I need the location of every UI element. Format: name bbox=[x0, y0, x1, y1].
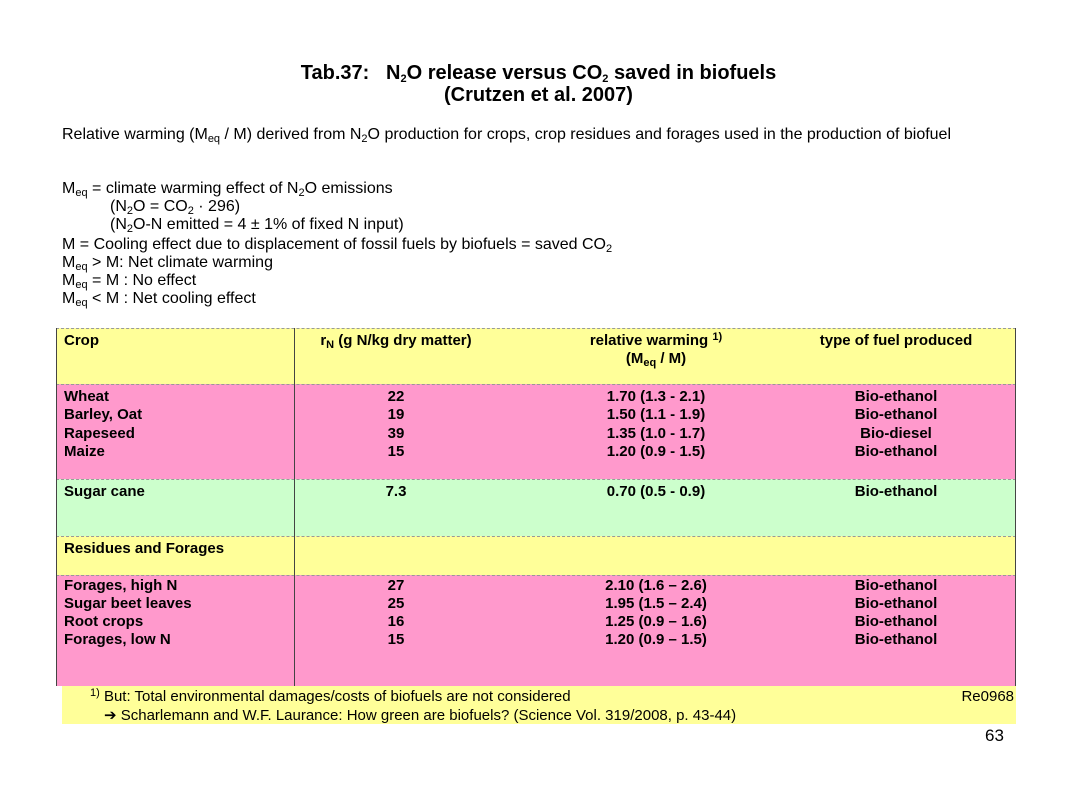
cell-crop: Wheat bbox=[64, 388, 109, 405]
definition-meq: $M_{eq}$ = climate warming effect of $N_2O$ emissions bbox=[62, 180, 393, 199]
definition-no-effect: $M_{eq} = M$ : No effect bbox=[62, 272, 197, 291]
cell-fuel: Bio-ethanol bbox=[854, 388, 938, 405]
definition-n2o-co2: $(N_2O = CO_2 \cdot 296)$ bbox=[110, 198, 241, 217]
header-fuel-type: type of fuel produced bbox=[819, 332, 973, 349]
cell-crop: Root crops bbox=[64, 613, 144, 630]
page-title: Tab.37: $N_2O$ release versus $CO_2$ saved in biofuels bbox=[300, 62, 777, 85]
column-divider bbox=[56, 328, 57, 686]
cell-fuel: Bio-ethanol bbox=[854, 595, 938, 612]
footnote-ref: Re0968 bbox=[961, 688, 1014, 705]
row-divider bbox=[56, 328, 1016, 329]
definition-m: M = Cooling effect due to displacement of fossil fuels by biofuels = saved $CO_2$ bbox=[62, 236, 613, 255]
cell-rn: 25 bbox=[387, 595, 405, 612]
cell-rn: 27 bbox=[387, 577, 405, 594]
section-label: Residues and Forages bbox=[64, 540, 225, 557]
cell-rn: 16 bbox=[387, 613, 405, 630]
data-table bbox=[56, 328, 1016, 686]
cell-crop: Sugar cane bbox=[64, 483, 145, 500]
row-divider bbox=[56, 384, 1016, 385]
definition-n2o-n: ($N_2O-N$ emitted = 4 ± 1% of fixed N input) bbox=[110, 216, 404, 235]
cell-fuel: Bio-ethanol bbox=[854, 443, 938, 460]
cell-fuel: Bio-diesel bbox=[860, 425, 932, 442]
cell-crop: Maize bbox=[64, 443, 105, 460]
cell-rn: 15 bbox=[387, 631, 405, 648]
intro-paragraph: Relative warming $(M_{eq} / M)$ derived from $N_2O$ production for crops, crop residues and forages used in the production of biofuel bbox=[62, 126, 952, 145]
arrow-icon: ➔ bbox=[104, 707, 117, 724]
page-number: 63 bbox=[985, 726, 1004, 745]
cell-relative-warming: 1.70 (1.3 - 2.1) bbox=[606, 388, 706, 405]
cell-rn: 22 bbox=[387, 388, 405, 405]
column-divider bbox=[294, 328, 295, 686]
cell-crop: Forages, high N bbox=[64, 577, 178, 594]
cell-crop: Barley, Oat bbox=[64, 406, 143, 423]
cell-relative-warming: 0.70 (0.5 - 0.9) bbox=[606, 483, 706, 500]
definition-warming: $M_{eq} > M$: Net climate warming bbox=[62, 254, 273, 273]
page-subtitle: (Crutzen et al. 2007) bbox=[444, 84, 633, 106]
cell-rn: 19 bbox=[387, 406, 405, 423]
definition-cooling: $M_{eq} < M$ : Net cooling effect bbox=[62, 290, 256, 309]
header-relative-warming: relative warming $^{1)}$ $(M_{eq} / M)$ bbox=[589, 331, 723, 369]
cell-rn: 15 bbox=[387, 443, 405, 460]
cell-rn: 7.3 bbox=[385, 483, 407, 500]
cell-relative-warming: 1.25 (0.9 – 1.6) bbox=[605, 613, 707, 630]
header-rn: $r_N$ (g N/kg dry matter) bbox=[320, 332, 472, 351]
cell-relative-warming: 2.10 (1.6 – 2.6) bbox=[605, 577, 707, 594]
cell-crop: Sugar beet leaves bbox=[64, 595, 192, 612]
cell-relative-warming: 1.50 (1.1 - 1.9) bbox=[606, 406, 706, 423]
cell-rn: 39 bbox=[387, 425, 405, 442]
row-divider bbox=[56, 479, 1016, 480]
cell-fuel: Bio-ethanol bbox=[854, 613, 938, 630]
cell-crop: Rapeseed bbox=[64, 425, 135, 442]
cell-fuel: Bio-ethanol bbox=[854, 406, 938, 423]
cell-crop: Forages, low N bbox=[64, 631, 171, 648]
cell-relative-warming: 1.20 (0.9 - 1.5) bbox=[606, 443, 706, 460]
cell-fuel: Bio-ethanol bbox=[854, 577, 938, 594]
footnote-line-1: $^{1)}$ But: Total environmental damages/costs of biofuels are not considered bbox=[90, 687, 571, 705]
footnote bbox=[62, 686, 1016, 724]
row-divider bbox=[56, 575, 1016, 576]
row-divider bbox=[56, 536, 1016, 537]
cell-relative-warming: 1.20 (0.9 – 1.5) bbox=[605, 631, 707, 648]
cell-fuel: Bio-ethanol bbox=[854, 483, 938, 500]
cell-fuel: Bio-ethanol bbox=[854, 631, 938, 648]
cell-relative-warming: 1.95 (1.5 – 2.4) bbox=[605, 595, 707, 612]
cell-relative-warming: 1.35 (1.0 - 1.7) bbox=[606, 425, 706, 442]
footnote-line-2: ➔ Scharlemann and W.F. Laurance: How green are biofuels? (Science Vol. 319/2008, p. 43-44) bbox=[104, 707, 737, 724]
header-crop: Crop bbox=[64, 332, 99, 349]
